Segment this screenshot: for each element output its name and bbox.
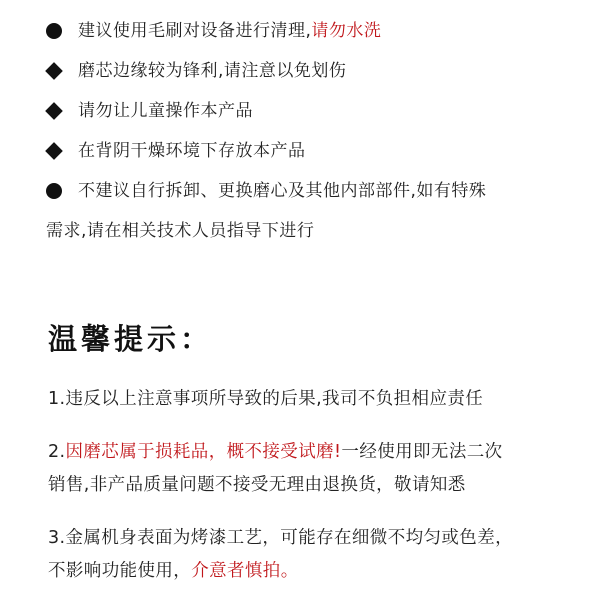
tip-item-1 bbox=[48, 383, 588, 416]
precaution-text: 磨芯边缘较为锋利,请注意以免划伤 bbox=[78, 61, 347, 81]
precaution-item-5 bbox=[46, 174, 586, 248]
tips-title: 温馨提示： bbox=[48, 322, 214, 356]
circle-bullet-icon bbox=[46, 183, 62, 199]
tip-warning: 介意者慎拍。 bbox=[191, 561, 299, 581]
precaution-text: 在背阴干燥环境下存放本产品 bbox=[78, 141, 306, 161]
precaution-item-4 bbox=[46, 134, 586, 168]
precaution-warning: 请勿水洗 bbox=[311, 21, 382, 41]
tip-item-2 bbox=[48, 436, 588, 502]
precaution-text: 请勿让儿童操作本产品 bbox=[78, 101, 253, 121]
precaution-item-2 bbox=[46, 54, 586, 88]
tip-item-3 bbox=[48, 522, 588, 588]
tip-text-continued: 销售,非产品质量问题不接受无理由退换货，敬请知悉 bbox=[48, 475, 466, 495]
precautions-list bbox=[46, 14, 586, 254]
precaution-text: 建议使用毛刷对设备进行清理, bbox=[78, 21, 312, 41]
diamond-bullet-icon bbox=[45, 102, 63, 120]
tip-number: 2. bbox=[48, 442, 66, 462]
tip-warning: 因磨芯属于损耗品，概不接受试磨! bbox=[65, 442, 342, 462]
tip-text: 3.金属机身表面为烤漆工艺，可能存在细微不均匀或色差， bbox=[48, 528, 513, 548]
diamond-bullet-icon bbox=[45, 142, 63, 160]
tips-list bbox=[48, 383, 588, 608]
diamond-bullet-icon bbox=[45, 62, 63, 80]
circle-bullet-icon bbox=[46, 23, 62, 39]
precaution-item-3 bbox=[46, 94, 586, 128]
tip-text: 一经使用即无法二次 bbox=[341, 442, 503, 462]
tip-text: 1.违反以上注意事项所导致的后果,我司不负担相应责任 bbox=[48, 389, 484, 409]
tip-text-continued: 不影响功能使用， bbox=[48, 561, 192, 581]
precaution-text-continued: 需求,请在相关技术人员指导下进行 bbox=[46, 221, 315, 241]
precaution-item-1 bbox=[46, 14, 586, 48]
precaution-text: 不建议自行拆卸、更换磨心及其他内部部件,如有特殊 bbox=[78, 181, 487, 201]
